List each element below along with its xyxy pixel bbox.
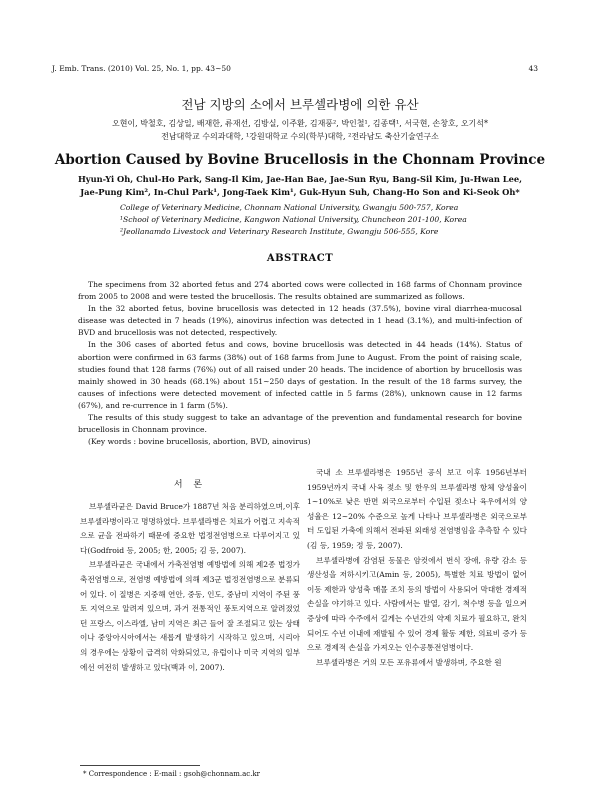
abstract-heading: ABSTRACT (266, 253, 334, 264)
affiliations (120, 202, 520, 238)
korean-title: 전남 지방의 소에서 브루셀라병에 의한 유산 (181, 97, 419, 112)
abstract-body (78, 279, 522, 448)
english-authors-line-1: Hyun-Yi Oh, Chul-Ho Park, Sang-Il Kim, Jae-Han Bae, Jae-Sun Ryu, Bang-Sil Kim, Ju-Hwan Lee, (77, 174, 523, 184)
key-words: (Key words : bovine brucellosis, abortion, BVD, ainovirus) (88, 437, 311, 447)
english-title: Abortion Caused by Bovine Brucellosis in the Chonnam Province (54, 152, 546, 168)
footnote-rule (80, 765, 200, 766)
left-column (80, 500, 300, 675)
affiliation: ¹School of Veterinary Medicine, Kangwon National University, Chuncheon 201-100, Korea (120, 215, 467, 224)
correspondence-footnote: * Correspondence : E-mail : gsoh@chonnam.ac.kr (83, 770, 261, 778)
journal-citation: J. Emb. Trans. (2010) Vol. 25, No. 1, pp. 43~50 (52, 64, 231, 73)
abstract-paragraph: The specimens from 32 aborted fetus and 274 aborted cows were collected in 168 farms of Chonnam province from 2005 to 2008 and were tested the brucellosis. The results obtained are summarized as follows. (78, 280, 522, 302)
section-heading-introduction: 서 론 (173, 480, 207, 490)
body-paragraph: 브루셀라병은 거의 모든 포유류에서 발생하며, 주요한 원 (316, 657, 502, 667)
body-paragraph: 브루셀라균은 국내에서 가축전염병 예방법에 의해 제2종 법정가축전염병으로, 전염병 예방법에 의해 제3군 법정전염병으로 분류되어 있다. 이 질병은 지중해 연안, 중동, 인도, 중남미 지역이 주된 풍토 지역으로 알려져 있으며, 과거 전통적인 풍토지역으로 알려졌었던 프랑스, 이스라엘, 남미 지역은 최근 들어 잘 조절되고 있는 상태이나 중앙아시아에서는 새롭게 발생하기 시작하고 있으며, 시리아의 경우에는 상황이 급격히 악화되었고, 유럽이나 미국 지역의 일부에선 여전히 발생하고 있다(백과 이, 2007). (80, 560, 300, 672)
body-paragraph: 브루셀라병에 감염된 동물은 암컷에서 번식 장애, 유량 감소 등 생산성을 저하시키고(Amin 등, 2005), 특별한 치료 방법이 없어 이동 제한과 양성축 매몰 조치 등의 방법이 사용되어 막대한 경제적 손실을 야기하고 있다. 사람에서는 발열, 감기, 척수병 등을 일으켜 증상에 따라 수주에서 길게는 수년간의 약제 치료가 필요하고, 완치되어도 수년 이내에 재발될 수 있어 경제 활동 제한, 의료비 증가 등으로 경제적 손실을 가져오는 인수공통전염병이다. (307, 555, 527, 653)
affiliation: ²Jeollanamdo Livestock and Veterinary Research Institute, Gwangju 506-555, Kore (120, 227, 439, 236)
affiliation: College of Veterinary Medicine, Chonnam National University, Gwangju 500-757, Korea (120, 203, 459, 212)
body-paragraph: 브루셀라균은 David Bruce가 1887년 처음 분리하였으며,이후 브루셀라병이라고 명명하였다. 브루셀라병은 치료가 어렵고 지속적으로 균을 전파하기 때문에 중요한 법정전염병으로 다루어지고 있다(Godfroid 등, 2005; 한, 2005; 김 등, 2007). (80, 502, 300, 555)
english-authors (50, 173, 550, 199)
korean-authors (40, 117, 560, 143)
right-column (307, 466, 527, 670)
body-paragraph: 국내 소 브루셀라병은 1955년 공식 보고 이후 1956년부터 1959년까지 국내 사육 젖소 및 한우의 브루셀라병 항체 양성율이 1~10%로 낮은 반면 외국으로부터 수입된 젖소나 육우에서의 양성율은 12~20% 수준으로 높게 나타나 브루셀라병은 외국으로부터 도입된 가축에 의해서 전파된 외래성 전염병임을 추측할 수 있다(김 등, 1959; 정 등, 2007). (307, 468, 527, 550)
abstract-paragraph: In the 32 aborted fetus, bovine brucellosis was detected in 12 heads (37.5%), bovine viral diarrhea-mucosal disease was detected in 7 heads (19%), ainovirus infection was detected in 1 head (3.1%), and multi-infection of BVD and brucellosis was not detected, respectively. (78, 304, 522, 338)
abstract-paragraph: In the 306 cases of aborted fetus and cows, bovine brucellosis was detected in 44 heads (14%). Status of abortion were confirmed in 63 farms (38%) out of 168 farms from June to August. From the point of raising scale, studies found that 128 farms (76%) out of all raised under 20 heads. The incidence of abortion by brucellosis was mainly showed in 30 heads (68.1%) about 151~250 days of gestation. In the result of the 18 farms survey, the causes of infections were detected movement of infected cattle in 5 farms (28%), unknown cause in 12 farms (67%), and re-currence in 1 farm (5%). (78, 340, 522, 410)
page-number: 43 (528, 64, 538, 73)
english-authors-line-2: Jae-Pung Kim², In-Chul Park¹, Jong-Taek Kim¹, Guk-Hyun Suh, Chang-Ho Son and Ki-Seok Oh* (80, 187, 520, 197)
abstract-paragraph: The results of this study suggest to take an advantage of the prevention and fundamental research for bovine brucellosis in Chonnam province. (78, 413, 522, 435)
korean-affiliations: 전남대학교 수의과대학, ¹강원대학교 수의(학부)대학, ²전라남도 축산기술연구소 (161, 132, 439, 141)
korean-author-names: 오현이, 박철호, 김상일, 배재한, 류재선, 김방실, 이주환, 김재풍², 박인철¹, 김종택¹, 서국현, 손창호, 오기석* (111, 119, 489, 128)
